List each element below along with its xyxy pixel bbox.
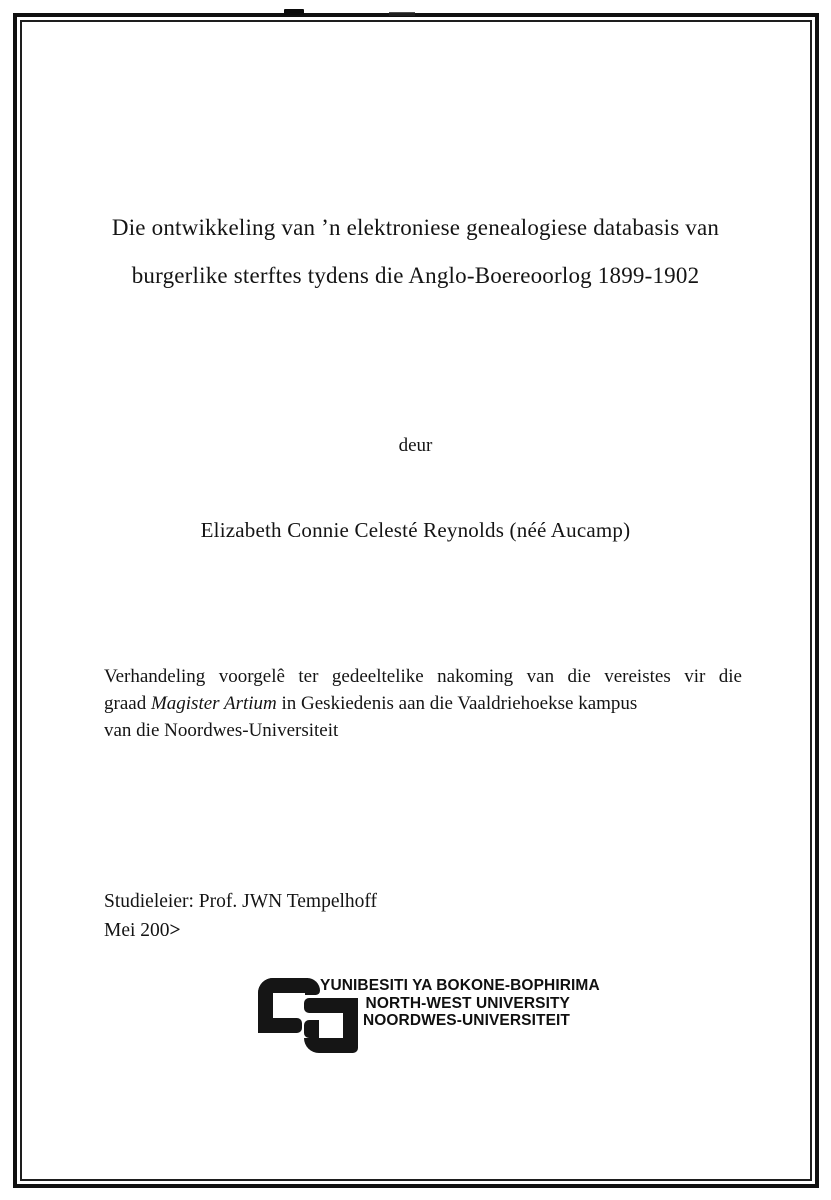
logo-mark-segment (304, 1038, 358, 1053)
supervisor-line: Studieleier: Prof. JWN Tempelhoff (104, 891, 378, 912)
thesis-title-line-2: burgerlike sterftes tydens die Anglo-Boereoorlog 1899-1902 (131, 263, 700, 288)
logo-mark-segment (304, 1020, 319, 1038)
degree-name-italic: Magister Artium (150, 693, 277, 714)
logo-mark-segment (305, 978, 320, 995)
degree-statement-line-1: Verhandeling voorgelê ter gedeeltelike nakoming van die vereistes vir die (104, 666, 742, 687)
logo-text-line-1: YUNIBESITI YA BOKONE-BOPHIRIMA (320, 977, 600, 994)
university-logo-text (320, 977, 600, 1030)
degree-statement (104, 663, 742, 744)
date-text: Mei 200 (104, 919, 170, 941)
degree-statement-line-3: van die Noordwes-Universiteit (104, 720, 339, 741)
statement-text: in Geskiedenis aan die Vaaldriehoekse kampus (276, 693, 638, 714)
logo-mark-segment (258, 1018, 302, 1033)
scan-artifact (284, 9, 304, 15)
logo-text-line-2: NORTH-WEST UNIVERSITY (365, 994, 570, 1012)
byline-word: deur (398, 435, 433, 456)
thesis-title-line-1: Die ontwikkeling van ’n elektroniese genealogiese databasis van (111, 215, 720, 240)
scan-artifact (389, 12, 415, 16)
date-seven-glyph: > (169, 918, 180, 941)
supervisor-block (104, 888, 377, 945)
statement-text: graad (104, 693, 151, 714)
author-name: Elizabeth Connie Celesté Reynolds (néé Aucamp) (200, 518, 631, 542)
thesis-title (60, 204, 771, 300)
degree-statement-line-2 (104, 690, 742, 717)
university-logo (258, 976, 600, 1060)
logo-text-line-3: NOORDWES-UNIVERSITEIT (362, 1012, 570, 1029)
date-line (104, 917, 377, 946)
